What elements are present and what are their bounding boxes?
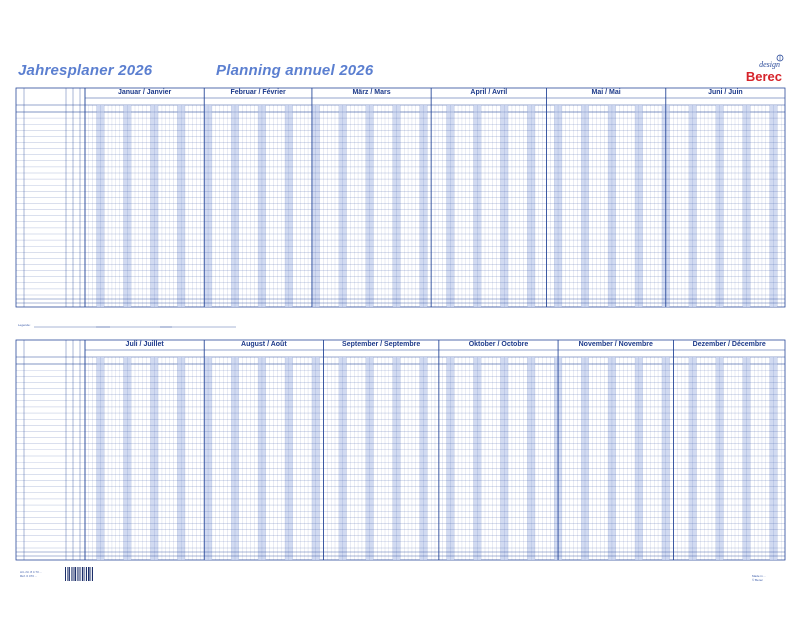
article-number-de: Art.-Nr. 8 4 73 ... — [20, 570, 43, 574]
top-half-month-label-5: Mai / Mai — [591, 89, 621, 96]
manufacturer-line-1: Made in ... — [752, 574, 767, 578]
planner-title-german: Jahresplaner 2026 — [18, 62, 153, 79]
article-number — [20, 570, 42, 578]
bottom-half-month-label-5: November / Novembre — [578, 341, 653, 348]
bottom-half-month-label-2: August / Août — [241, 341, 287, 348]
top-half-month-label-1: Januar / Janvier — [117, 89, 172, 96]
manufacturer-line-2: © Berec — [752, 578, 763, 582]
bottom-half-month-label-3: September / Septembre — [342, 341, 421, 348]
bottom-half-month-label-1: Juli / Juillet — [125, 341, 164, 348]
top-half-month-label-6: Juni / Juin — [708, 89, 743, 96]
top-half-month-label-4: April / Avril — [470, 89, 508, 96]
bottom-half-month-label-6: Dezember / Décembre — [692, 341, 766, 348]
manufacturer-note — [752, 574, 766, 582]
top-half-month-label-3: März / Mars — [352, 89, 391, 96]
bottom-half-month-label-4: Oktober / Octobre — [468, 341, 529, 348]
article-number-fr: Réf. 0 473 ... — [20, 574, 38, 578]
logo-design-text: design — [759, 60, 780, 69]
top-half-month-label-2: Februar / Février — [230, 89, 286, 96]
barcode-icon — [64, 566, 94, 584]
logo-brand-text: Berec — [745, 69, 782, 84]
legend-label: Legende: — [18, 323, 31, 327]
planner-title-french: Planning annuel 2026 — [216, 62, 374, 79]
